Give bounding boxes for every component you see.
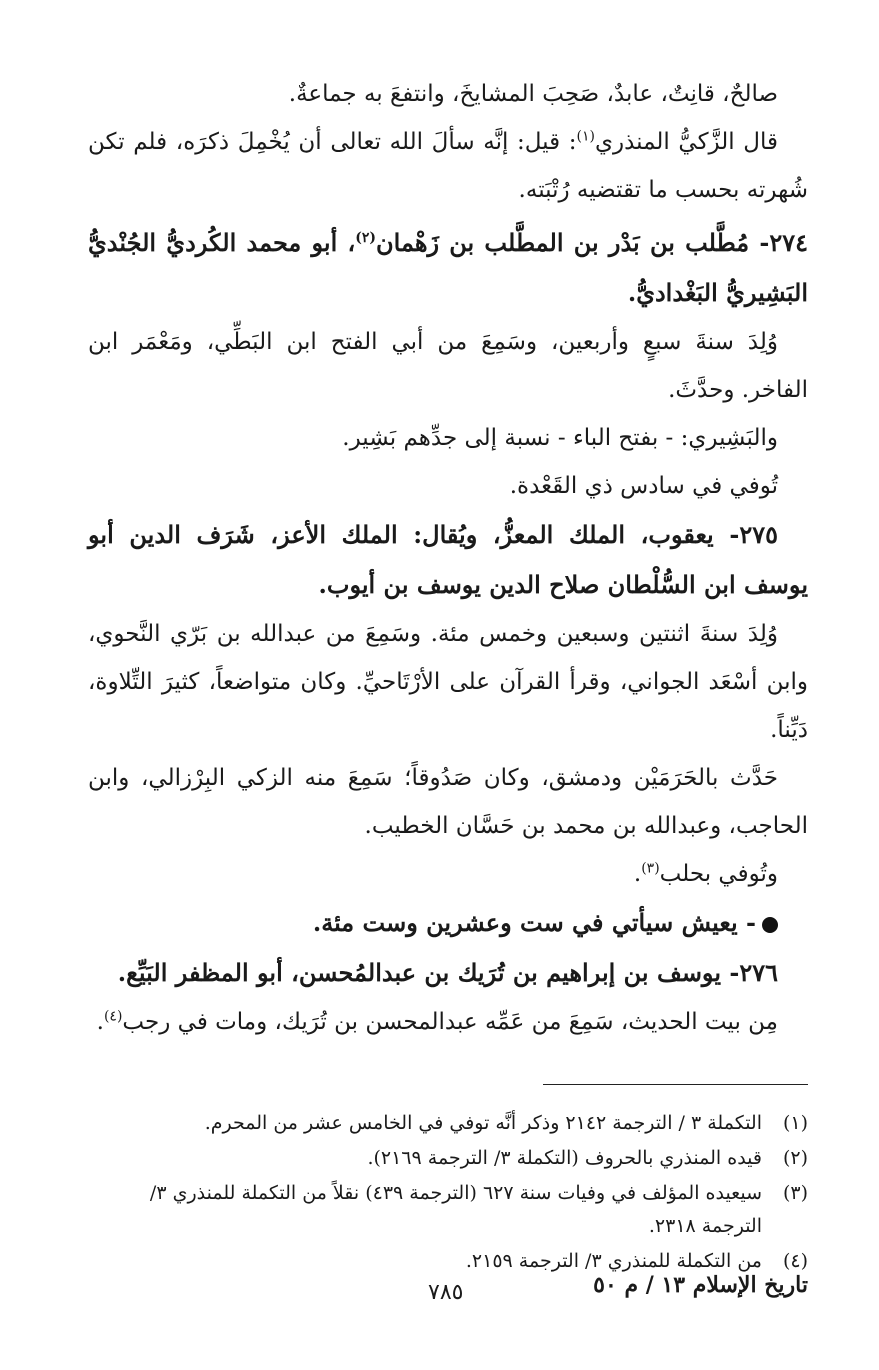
text-segment: : قيل: إنَّه سألَ الله تعالى أن يُخْمِلَ ذكرَه، فلم تكن شُهرته بحسب ما تقتضيه رُتْبَته. [88,129,808,203]
footnote-text: التكملة ٣ / الترجمة ٢١٤٢ وذكر أنَّه توفي في الخامس عشر من المحرم. [204,1112,762,1134]
entry-275-paragraph-birth [88,610,808,754]
footnote-ref-1[interactable]: (١) [576,128,595,145]
footnote-text: قيده المنذري بالحروف (التكملة ٣/ الترجمة ٢١٦٩). [367,1147,762,1169]
text-segment: تُوفي في سادس ذي القَعْدة. [509,473,778,499]
footnote-ref-4[interactable]: (٤) [103,1008,123,1025]
main-text [88,70,808,1046]
bullet-dot-icon [762,917,778,933]
entry-275-heading [88,510,808,610]
entry-274-paragraph-birth [88,318,808,414]
footnote-ref-2[interactable]: (٢) [355,230,376,246]
page-body [88,70,808,1280]
text-segment: حَدَّث بالحَرَمَيْن ودمشق، وكان صَدُوقاً؛ سَمِعَ منه الزكي البِرْزالي، وابن الحاجب، وعبدالله بن محمد بن حَسَّان الخطيب. [88,765,808,839]
footnote-number: (٣) [782,1182,808,1204]
entry-275-paragraph-death [88,850,808,898]
footnote-item [88,1142,808,1175]
entry-274-paragraph-death [88,462,808,510]
cross-reference-text: - يعيش سيأتي في ست وعشرين وست مئة. [312,908,756,937]
text-segment: . [633,861,642,887]
text-segment: والبَشِيري: - بفتح الباء - نسبة إلى جدِّهم بَشِير. [342,425,778,451]
footnote-item [88,1177,808,1243]
entry-title: ٢٧٤- مُطَّلب بن بَدْر بن المطَّلب بن زَهْمان [376,228,808,257]
text-segment: مِن بيت الحديث، سَمِعَ من عَمِّه عبدالمحسن بن تُرَيك، ومات في رجب [122,1009,778,1035]
page-number: ٧٨٥ [428,1280,464,1305]
footnote-divider [543,1084,808,1085]
text-segment: . [96,1009,104,1035]
entry-275-paragraph-hadith [88,754,808,850]
text-segment: وُلِدَ سنةَ سبعٍ وأربعين، وسَمِعَ من أبي الفتح ابن البَطِّي، ومَعْمَر ابن الفاخر. وحدَّثَ. [88,329,808,403]
footnotes-section [88,1107,808,1278]
entry-title: ٢٧٦- يوسف بن إبراهيم بن تُرَيك بن عبدالمُحسن، أبو المظفر البَيِّع. [117,958,778,987]
footnote-number: (١) [782,1112,808,1134]
entry-276-paragraph [88,998,808,1046]
paragraph-mundhiri-quote [88,118,808,214]
running-title: تاريخ الإسلام ١٣ / م ٥٠ [593,1272,808,1298]
entry-title: ٢٧٥- يعقوب، الملك المعزُّ، ويُقال: الملك الأعز، شَرَف الدين أبو يوسف ابن السُّلْطان صلاح الدين يوسف بن أيوب. [88,520,808,599]
text-segment: وتُوفي بحلب [659,861,778,887]
text-segment: وُلِدَ سنةَ اثنتين وسبعين وخمس مئة. وسَمِعَ من عبدالله بن بَرّي النَّحوي، وابن أسْعَد الجواني، وقرأ القرآن على الأرْتَاحيِّ. وكان متواضعاً، كثيرَ التِّلاوة، دَيِّناً. [88,621,808,743]
footnote-text: من التكملة للمنذري ٣/ الترجمة ٢١٥٩. [465,1250,762,1272]
page-footer [88,1272,808,1312]
entry-274-heading [88,218,808,318]
footnote-number: (٤) [782,1250,808,1272]
footnote-text: سيعيده المؤلف في وفيات سنة ٦٢٧ (الترجمة ٤٣٩) نقلاً من التكملة للمنذري ٣/ الترجمة ٢٣١٨. [149,1182,762,1237]
entry-274-paragraph-nisba [88,414,808,462]
text-line: صالحٌ، قانِتٌ، عابدٌ، صَحِبَ المشايخَ، وانتفعَ به جماعةٌ. [288,81,778,107]
entry-title-rest: ، أبو محمد الكُرديُّ الجُنْديُّ البَشِيريُّ البَغْداديُّ. [88,228,808,307]
footnote-number: (٢) [782,1147,808,1169]
text-segment: قال الزَّكيُّ المنذري [594,129,778,155]
cross-reference-yaish [88,898,808,948]
footnote-ref-3[interactable]: (٣) [641,860,660,877]
entry-276-heading [88,948,808,998]
footnote-item [88,1107,808,1140]
paragraph-biography-end [88,70,808,118]
